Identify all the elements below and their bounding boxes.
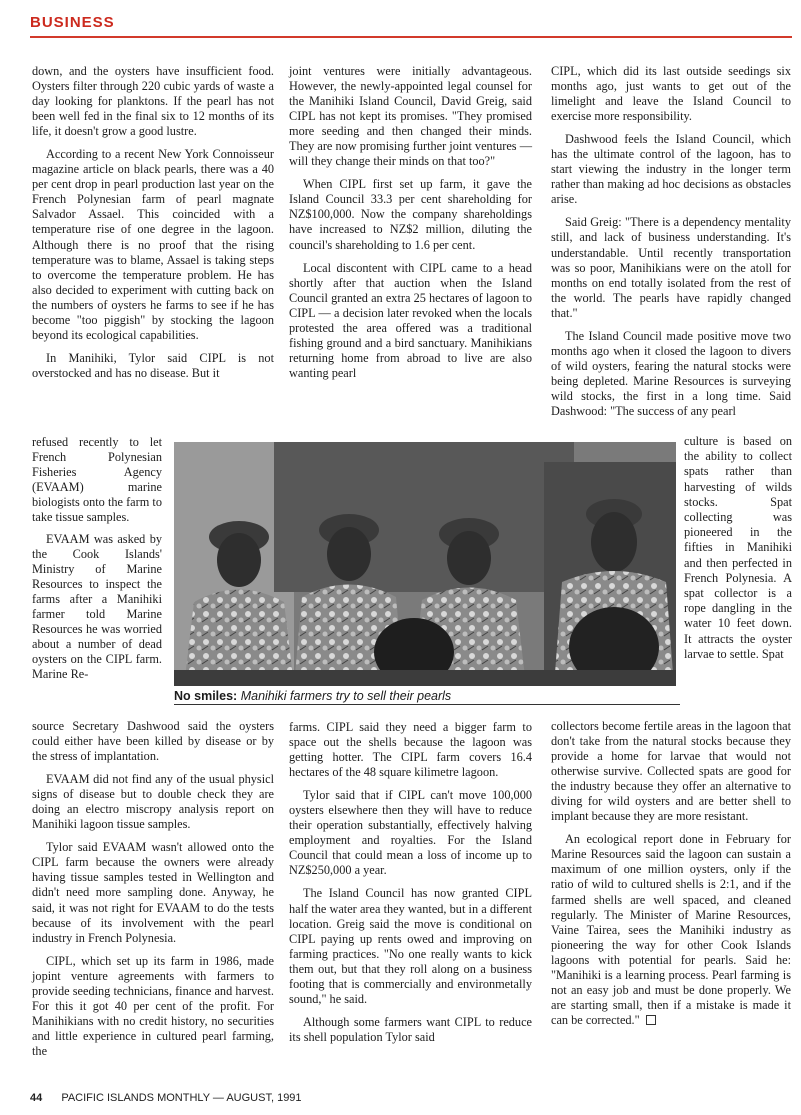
paragraph: Tylor said that if CIPL can't move 100,000 oysters elsewhere then they will have to reduce their operation substantially, effectively halving employment and royalties. For the Island Council that could mean a loss of income up to NZ$250,000 a year. <box>289 788 532 878</box>
paragraph: Local discontent with CIPL came to a head shortly after that auction when the Island Council granted an extra 25 hectares of lagoon to CIPL — a decision later revoked when the locals protested the area offered was a traditional fishing ground and a bird sanctuary. Manihikians returning home from abroad to live are also wanting pearl <box>289 260 532 380</box>
column-1-bottom <box>32 719 274 1059</box>
paragraph: farms. CIPL said they need a bigger farm to space out the shells because the lagoon was getting hotter. The CIPL farm covers 16.4 hectares of the 48 square kilimetre lagoon. <box>289 720 532 780</box>
paragraph-text: An ecological report done in February for Marine Resources said the lagoon can sustain a maximum of one million oysters, only if the ratio of wild to cultured shells is 2:1, and if the farmed shells are well spaced, and cleaned regularly. The Minister of Marine Resources, Vaine Tairea, sees the Manihiki industry as pioneering the way for other Cook Islands lagoons with potential for pearls. Said he: "Manihiki is a learning process. Pearl farming is not an easy job and must be done properly. We are starting small, then if a mistake is made it can be corrected." <box>551 832 791 1027</box>
photo-illustration <box>174 442 676 686</box>
paragraph: Although some farmers want CIPL to reduce its shell population Tylor said <box>289 1014 532 1044</box>
column-1-top <box>32 64 274 381</box>
paragraph: Said Greig: "There is a dependency mentality still, and lack of business understanding. It's understandable. Until recently transportation was so poor, Manihikians were on the atoll for months on end totally isolated from the rest of the world. The pearls have rapidly changed that." <box>551 215 791 320</box>
paragraph: source Secretary Dashwood said the oysters could either have been killed by disease or by the stress of implantation. <box>32 719 274 764</box>
paragraph: When CIPL first set up farm, it gave the Island Council 33.3 per cent shareholding for NZ$100,000. Now the company shareholdings have increased to NZ$2 million, diluting the council's shareholding to 1.6 per cent. <box>289 177 532 252</box>
paragraph: joint ventures were initially advantageous. However, the newly-appointed legal counsel for the Manihiki Island Council, David Greig, said CIPL has not kept its promises. "They promised more seeding and then changed their minds. They are now promising further joint ventures — will they change their minds on that too?" <box>289 64 532 169</box>
paragraph: The Island Council has now granted CIPL half the water area they wanted, but in a different location. Greig said the move is conditional on CIPL paying up rents owed and improving on farming practices. "No one really wants to kick them out, but that they roll along on a business footing that is commercially and environmetally sound," he said. <box>289 886 532 1006</box>
paragraph: collectors become fertile areas in the lagoon that don't take from the natural stocks because they provide a home for larvae that would not otherwise survive. Collected spats are good for the industry because they offer an alternative to diving for wild oysters and are better shell to implant because they are more resistant. <box>551 719 791 824</box>
column-2-bottom <box>289 720 532 1045</box>
paragraph: EVAAM did not find any of the usual physicl signs of disease but to double check they are doing an electro miscropy analysis report on Manihiki lagoon tissue samples. <box>32 772 274 832</box>
publication-line: PACIFIC ISLANDS MONTHLY — AUGUST, 1991 <box>61 1092 302 1104</box>
paragraph: refused recently to let French Polynesian Fisheries Agency (EVAAM) marine biologists onto the farm to take tissue samples. <box>32 435 162 525</box>
page-footer <box>30 1092 302 1104</box>
caption-lead: No smiles: <box>174 689 238 703</box>
end-mark-icon <box>646 1015 656 1025</box>
column-3-bottom <box>551 719 791 1028</box>
paragraph: The Island Council made positive move two months ago when it closed the lagoon to divers of wild oysters, fearing the natural stocks were being depleted. Marine Resources is surveying wild stocks, the first in a long time. Said Dashwood: "The success of any pearl <box>551 328 791 418</box>
column-1-narrow <box>32 435 162 689</box>
paragraph: Dashwood feels the Island Council, which has the ultimate control of the lagoon, has to start viewing the industry in the longer term rather than making ad hoc decisions as obstacles arise. <box>551 132 791 207</box>
column-3-top <box>551 64 791 419</box>
paragraph: Tylor said EVAAM wasn't allowed onto the CIPL farm because the owners were already having tissue samples tested in Wellington and didn't need more sampling done. Anyway, he said, it was not right for EVAAM to do the tests because of its involvement with the pearl industry in French Polynesia. <box>32 840 274 945</box>
caption-text: Manihiki farmers try to sell their pearls <box>240 689 452 703</box>
heading-rule <box>30 36 792 38</box>
paragraph: down, and the oysters have insufficient food. Oysters filter through 220 cubic yards of waste a day looking for planktons. If the pearl has not been well fed in the final six to 12 months of its life, it doesn't grow a good lustre. <box>32 64 274 139</box>
paragraph: EVAAM was asked by the Cook Islands' Ministry of Marine Resources to inspect the farms after a Manihiki farmer told Marine Resources he was worried about a number of dead oysters on the CIPL farm. Marine Re- <box>32 531 162 682</box>
farmers-photo <box>174 442 676 686</box>
paragraph: CIPL, which did its last outside seedings six months ago, just wants to get out of the limelight and leave the Island Council to exercise more responsibility. <box>551 64 791 124</box>
paragraph: According to a recent New York Connoisseur magazine article on black pearls, there was a 40 per cent drop in pearl production last year on the French Polynesian farm of pearl magnate Salvador Assael. This coincided with a temperature rise of one degree in the lagoon. Although there is no proof that the rising temperature was to blame, Assael is taking steps to overcome the temperature problem. He has also decided to experiment with cutting back on the numbers of oysters he farms to see if he has become "too piggish" by stocking the lagoon beyond its ecological capabilities. <box>32 147 274 342</box>
column-3-narrow <box>684 434 792 662</box>
page-number: 44 <box>30 1092 43 1104</box>
column-2-top <box>289 64 532 381</box>
photo-caption <box>174 689 680 705</box>
paragraph: culture is based on the ability to collect spats rather than harvesting of wilds stocks. Spat collecting was pioneered in the fifties in Manihiki and then perfected in French Polynesia. A spat collector is a rope dangling in the water 10 feet down. It attracts the oyster larvae to settle. Spat <box>684 434 792 661</box>
paragraph: In Manihiki, Tylor said CIPL is not overstocked and has no disease. But it <box>32 350 274 380</box>
paragraph: CIPL, which set up its farm in 1986, made jopint venture agreements with farmers to provide seeding technicians, finance and harvest. For this it got 40 per cent of the profit. For Manihikians with no credit history, no securities and little experience in cultured pearl farming, the <box>32 953 274 1058</box>
paragraph <box>551 832 791 1028</box>
section-heading: BUSINESS <box>30 14 115 31</box>
